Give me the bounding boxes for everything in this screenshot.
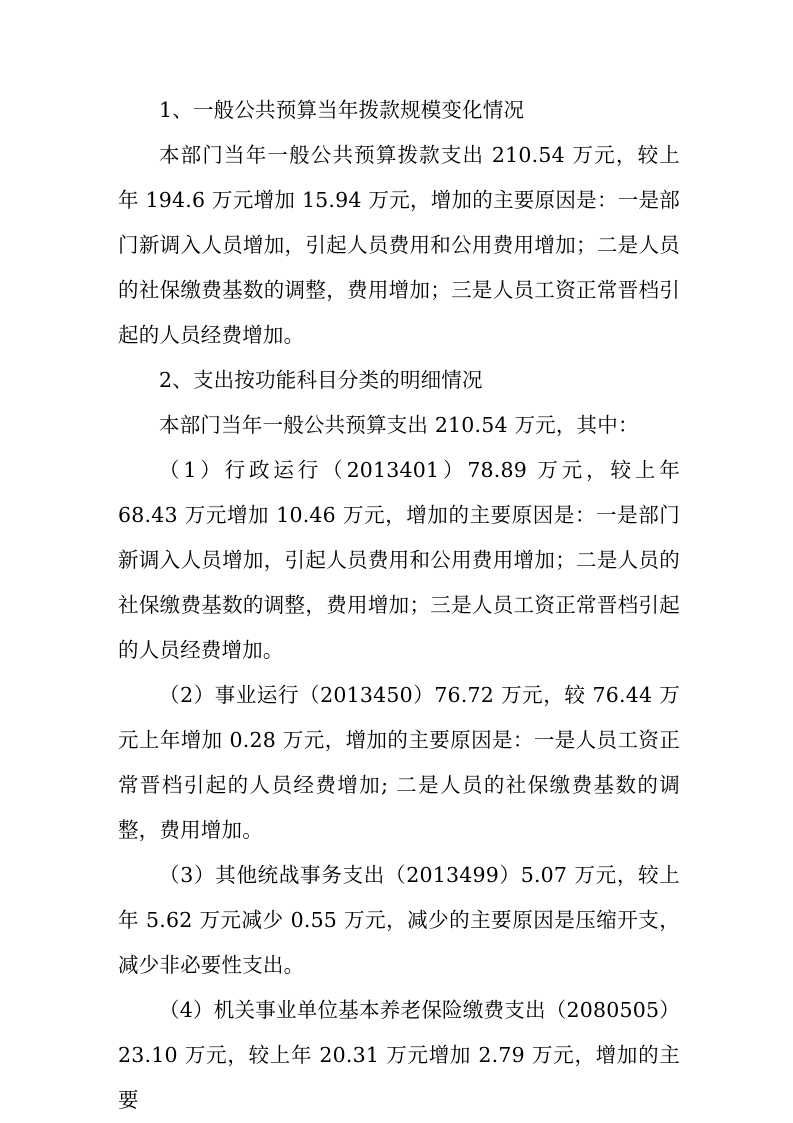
paragraph-body-1: 本部门当年一般公共预算拨款支出 210.54 万元，较上年 194.6 万元增加 15.94 万元，增加的主要原因是：一是部门新调入人员增加，引起人员费用和公用费用增加；二是人员的社保缴费基数的调整，费用增加；三是人员工资正常晋档引起的人员经费增加。 — [118, 143, 680, 347]
paragraph-item-4: （4）机关事业单位基本养老保险缴费支出（2080505）23.10 万元，较上年 20.31 万元增加 2.79 万元，增加的主要 — [118, 998, 680, 1112]
paragraph-body-2: 本部门当年一般公共预算支出 210.54 万元，其中： — [159, 413, 639, 437]
paragraph-item-3: （3）其他统战事务支出（2013499）5.07 万元，较上年 5.62 万元减少 0.55 万元，减少的主要原因是压缩开支，减少非必要性支出。 — [118, 863, 680, 977]
paragraph-heading-1: 1、一般公共预算当年拨款规模变化情况 — [159, 98, 525, 122]
paragraph-heading-2: 2、支出按功能科目分类的明细情况 — [159, 368, 483, 392]
paragraph-item-2: （2）事业运行（2013450）76.72 万元，较 76.44 万元上年增加 0.28 万元，增加的主要原因是：一是人员工资正常晋档引起的人员经费增加; 二是人员的社保缴费基数的调整，费用增加。 — [118, 683, 680, 842]
document-body — [118, 88, 680, 1123]
paragraph-item-1: （1）行政运行（2013401）78.89 万元，较上年 68.43 万元增加 10.46 万元，增加的主要原因是：一是部门新调入人员增加，引起人员费用和公用费用增加；二是人员的社保缴费基数的调整，费用增加；三是人员工资正常晋档引起的人员经费增加。 — [118, 458, 680, 662]
